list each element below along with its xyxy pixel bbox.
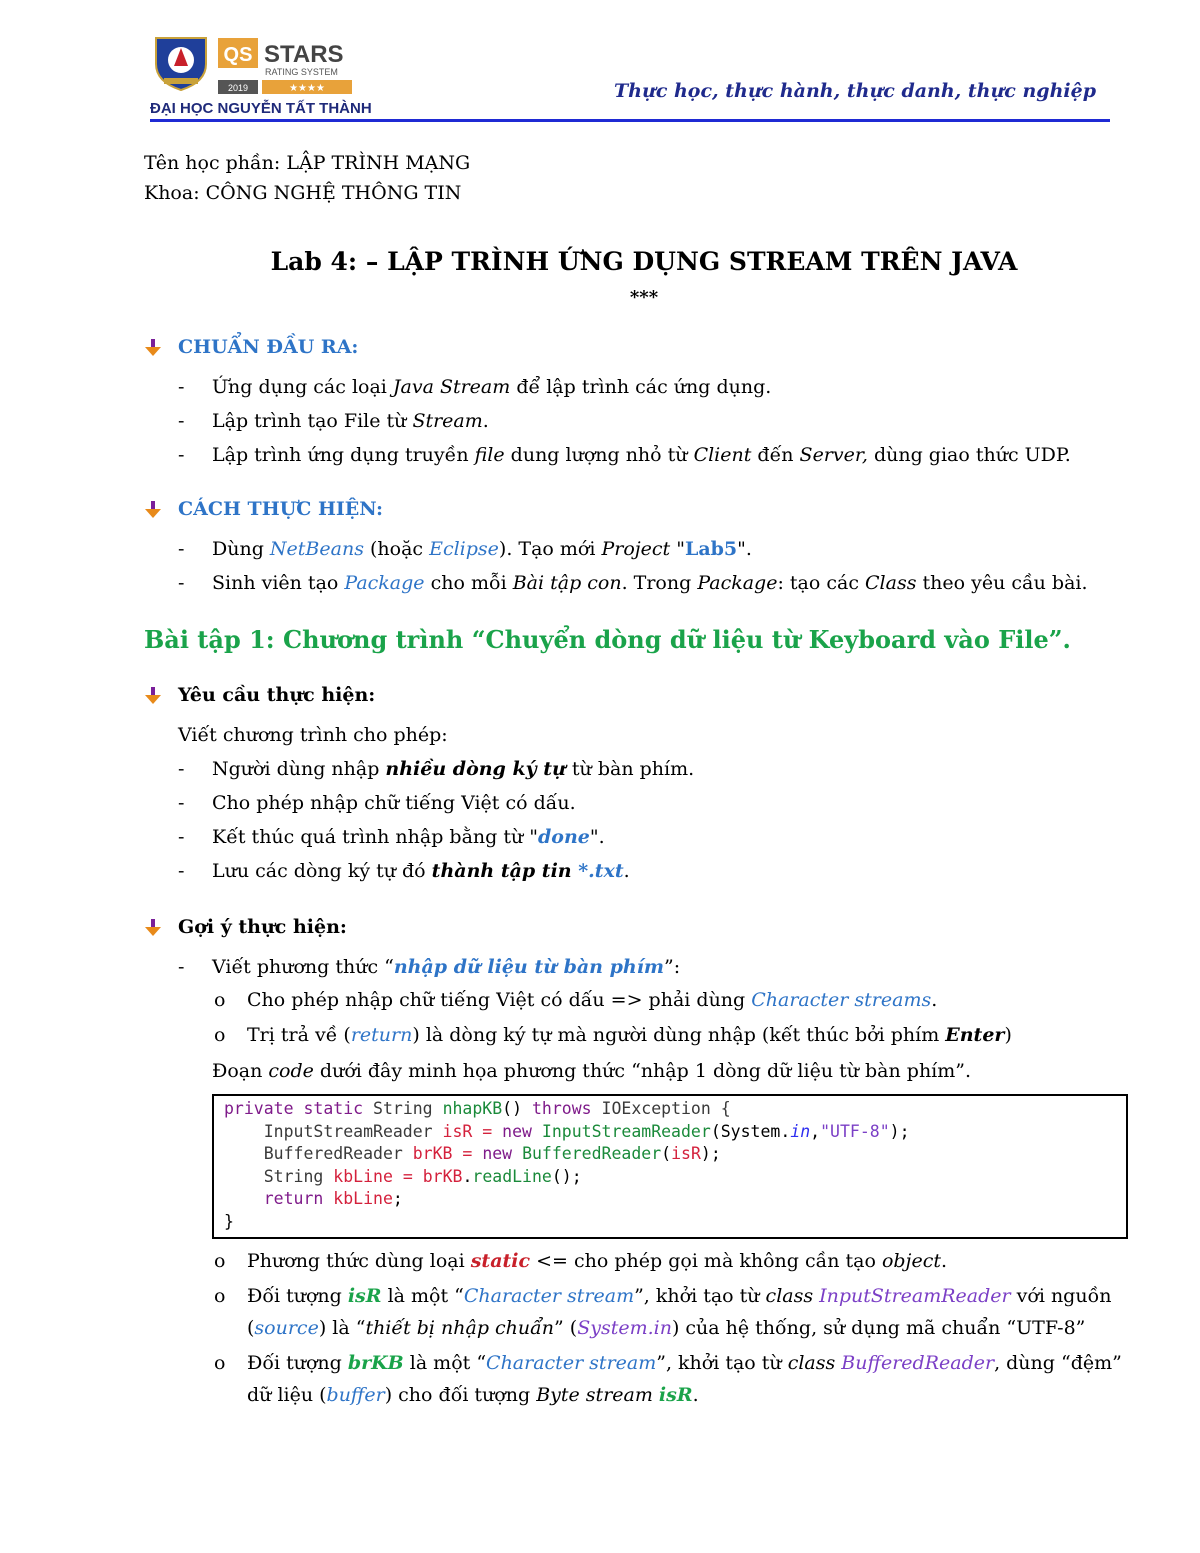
list-item: o Trị trả về (return) là dòng ký tự mà người dùng nhập (kết thúc bởi phím Enter) (214, 1024, 1012, 1046)
course-name: Tên học phần: LẬP TRÌNH MẠNG (144, 152, 471, 174)
arrow-down-bullet-icon (144, 919, 162, 937)
faculty-name: Khoa: CÔNG NGHỆ THÔNG TIN (144, 182, 462, 204)
requirements-intro: Viết chương trình cho phép: (178, 724, 448, 746)
code-line: private static String nhapKB() throws IOException { (224, 1099, 731, 1118)
list-item: - Sinh viên tạo Package cho mỗi Bài tập con. Trong Package: tạo các Class theo yêu cầu bài. (178, 572, 1088, 594)
howto-list (144, 532, 1144, 600)
list-item: o Đối tượng brKB là một “Character stream”, khởi tạo từ class BufferedReader, dùng “đệm” dữ liệu (buffer) cho đối tượng Byte stream isR. (214, 1352, 1122, 1406)
code-line: InputStreamReader isR = new InputStreamReader(System.in,"UTF-8"); (224, 1121, 910, 1141)
hints-heading: Gợi ý thực hiện: (144, 912, 1144, 942)
code-line: } (224, 1211, 234, 1231)
arrow-down-bullet-icon (144, 687, 162, 705)
title-separator: *** (629, 287, 659, 308)
svg-text:QS: QS (223, 44, 253, 66)
list-item: o Đối tượng isR là một “Character stream”, khởi tạo từ class InputStreamReader với nguồn (source) là “thiết bị nhập chuẩn” (System.in) của hệ thống, sử dụng mã chuẩn “UTF-8” (214, 1285, 1112, 1339)
document-body (144, 148, 1144, 1414)
list-item: - Cho phép nhập chữ tiếng Việt có dấu. (178, 792, 576, 814)
exercise-title: Bài tập 1: Chương trình “Chuyển dòng dữ liệu từ Keyboard vào File”. (144, 625, 1071, 654)
outcomes-heading: CHUẨN ĐẦU RA: (144, 332, 1144, 362)
svg-text:STARS: STARS (264, 41, 344, 68)
requirements-list (144, 752, 1144, 888)
code-line: String kbLine = brKB.readLine(); (224, 1166, 582, 1186)
list-item: - Lập trình ứng dụng truyền file dung lượng nhỏ từ Client đến Server, dùng giao thức UDP. (178, 444, 1071, 466)
arrow-down-bullet-icon (144, 501, 162, 519)
arrow-down-bullet-icon (144, 339, 162, 357)
university-shield-logo (150, 34, 212, 92)
outcomes-list (144, 370, 1144, 472)
list-item: - Viết phương thức “nhập dữ liệu từ bàn phím”: (178, 956, 681, 978)
header-divider (150, 119, 1110, 122)
university-name: ĐẠI HỌC NGUYỄN TẤT THÀNH (150, 100, 372, 117)
code-intro: Đoạn code dưới đây minh họa phương thức “nhập 1 dòng dữ liệu từ bàn phím”. (212, 1060, 972, 1082)
svg-text:★★★★: ★★★★ (289, 83, 325, 94)
howto-heading: CÁCH THỰC HIỆN: (144, 494, 1144, 524)
qs-stars-logo (218, 38, 408, 96)
code-line: return kbLine; (224, 1189, 403, 1208)
svg-text:RATING SYSTEM: RATING SYSTEM (265, 67, 338, 77)
list-item: o Cho phép nhập chữ tiếng Việt có dấu => phải dùng Character streams. (214, 989, 938, 1011)
hint-sublist (144, 984, 1144, 1051)
header-slogan: Thực học, thực hành, thực danh, thực nghiệp (614, 80, 1096, 102)
code-block (212, 1094, 1128, 1239)
code-line: BufferedReader brKB = new BufferedReader(isR); (224, 1144, 721, 1163)
svg-text:2019: 2019 (227, 83, 249, 93)
hints-list (144, 950, 1144, 984)
requirements-heading: Yêu cầu thực hiện: (144, 680, 1144, 710)
list-item: - Lập trình tạo File từ Stream. (178, 410, 489, 432)
list-item: o Phương thức dùng loại static <= cho phép gọi mà không cần tạo object. (214, 1250, 948, 1272)
list-item: - Ứng dụng các loại Java Stream để lập trình các ứng dụng. (178, 376, 772, 398)
list-item: - Kết thúc quá trình nhập bằng từ "done". (178, 826, 605, 848)
lab-title: Lab 4: – LẬP TRÌNH ỨNG DỤNG STREAM TRÊN JAVA (270, 247, 1018, 276)
list-item: - Dùng NetBeans (hoặc Eclipse). Tạo mới Project "Lab5". (178, 538, 752, 560)
list-item: - Người dùng nhập nhiều dòng ký tự từ bàn phím. (178, 758, 695, 780)
explanation-list (144, 1245, 1144, 1411)
page-header (150, 34, 1110, 124)
list-item: - Lưu các dòng ký tự đó thành tập tin *.txt. (178, 860, 630, 882)
